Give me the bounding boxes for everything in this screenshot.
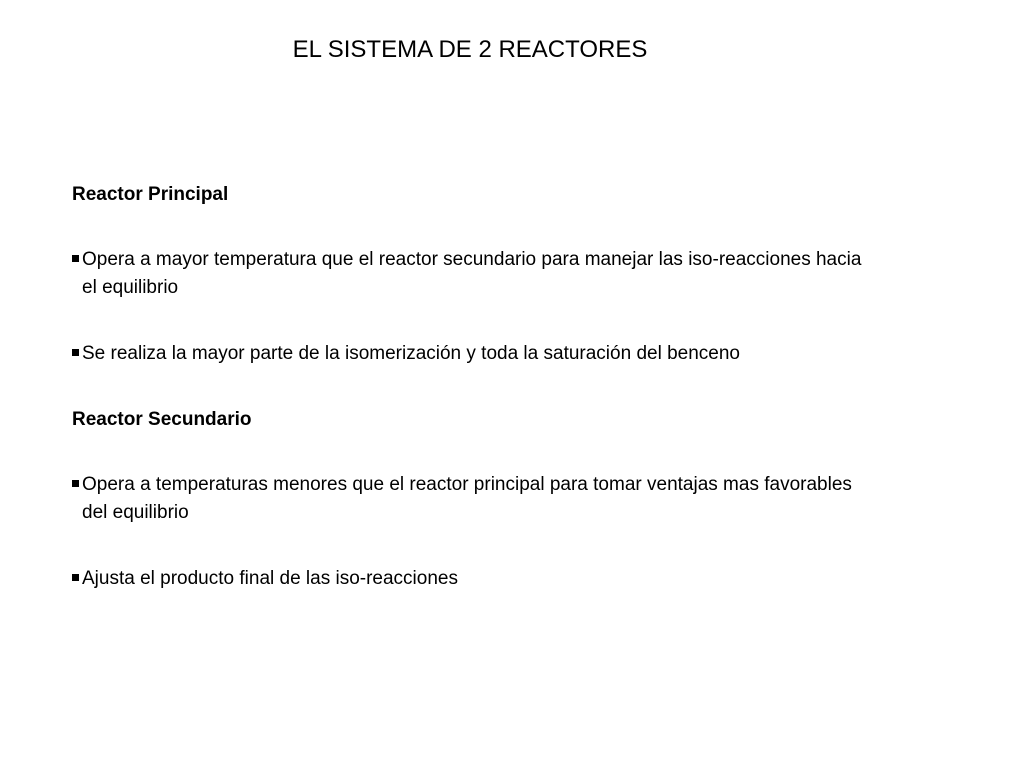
square-bullet-icon	[72, 574, 79, 581]
slide-title: EL SISTEMA DE 2 REACTORES	[292, 36, 648, 63]
bullet-text: Ajusta el producto final de las iso-reacciones	[82, 568, 458, 589]
bullet-item	[72, 246, 872, 302]
section-heading-reactor-secundario: Reactor Secundario	[72, 409, 252, 430]
square-bullet-icon	[72, 349, 79, 356]
bullet-text: Opera a temperaturas menores que el reactor principal para tomar ventajas mas favorables del equilibrio	[82, 474, 852, 523]
bullet-text: Opera a mayor temperatura que el reactor secundario para manejar las iso-reacciones hacia el equilibrio	[82, 249, 862, 298]
square-bullet-icon	[72, 480, 79, 487]
square-bullet-icon	[72, 255, 79, 262]
bullet-text: Se realiza la mayor parte de la isomerización y toda la saturación del benceno	[82, 343, 740, 364]
slide-content	[72, 181, 872, 593]
bullet-item	[72, 340, 872, 368]
section-heading-reactor-principal: Reactor Principal	[72, 184, 229, 205]
bullet-item	[72, 565, 872, 593]
bullet-item	[72, 471, 872, 527]
